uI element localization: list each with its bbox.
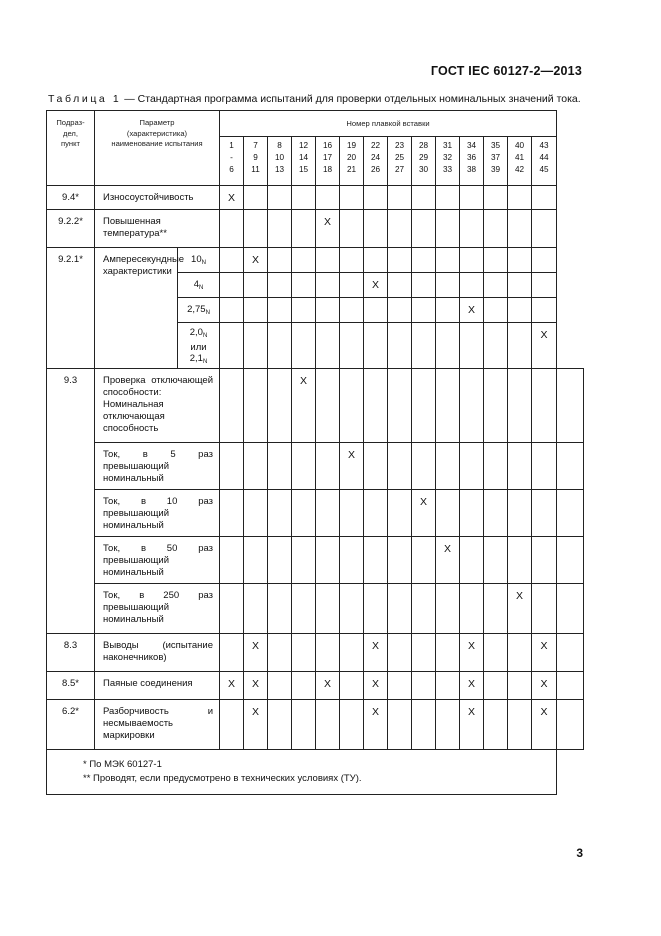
mark-cell: X: [460, 672, 484, 700]
mark-cell: X: [244, 672, 268, 700]
row-name: Разборчивость и несмываемость маркировки: [95, 700, 220, 750]
mark-cell: X: [508, 584, 532, 634]
mark-cell: X: [460, 298, 484, 323]
header-fuse-numbers: Номер плавкой вставки: [220, 111, 557, 137]
table-notes: [47, 750, 557, 795]
row-name: Повышенная температура**: [95, 210, 220, 248]
col-header: 1 - 6: [220, 137, 244, 186]
col-header: 43 44 45: [532, 137, 557, 186]
table-row: [47, 490, 584, 537]
col-header: 8 10 13: [268, 137, 292, 186]
mark-cell: X: [292, 369, 316, 443]
col-header: 22 24 26: [364, 137, 388, 186]
table-row: [47, 634, 584, 672]
note-1: * По МЭК 60127-1: [83, 759, 162, 770]
note-2: ** Проводят, если предусмотрено в технических условиях (ТУ).: [83, 773, 362, 784]
mark-cell: X: [316, 210, 340, 248]
mark-cell: X: [460, 634, 484, 672]
current-ratio-2-75: $2,75_N$: [178, 298, 220, 323]
table-row: [47, 186, 584, 210]
col-header: 28 29 30: [412, 137, 436, 186]
current-ratio-4: $4_N$: [178, 273, 220, 298]
mark-cell: X: [364, 634, 388, 672]
current-ratio-10: $10_N$: [178, 248, 220, 273]
header-parameter: Параметр (характеристика) наименование испытания: [95, 111, 220, 186]
row-name: Ток, в 250 раз превышающий номинальный: [95, 584, 220, 634]
mark-cell: X: [364, 273, 388, 298]
table-row: [47, 584, 584, 634]
col-header: 16 17 18: [316, 137, 340, 186]
table-row: [47, 248, 584, 273]
row-number: 8.5*: [47, 672, 95, 700]
mark-cell: X: [244, 634, 268, 672]
mark-cell: X: [532, 323, 557, 369]
table-row: [47, 210, 584, 248]
current-ratio-2-0: $2,0_N$ или $2,1_N$: [178, 323, 220, 369]
test-program-table: [46, 110, 584, 795]
mark-cell: X: [220, 186, 244, 210]
row-name: Выводы (испытание наконечников): [95, 634, 220, 672]
row-number: 9.2.1*: [47, 248, 95, 369]
col-header: 12 14 15: [292, 137, 316, 186]
table-caption: [48, 93, 581, 105]
row-name: Ампересекундные характеристики: [95, 248, 178, 369]
table-caption-text: — Стандартная программа испытаний для проверки отдельных номинальных значений тока.: [124, 93, 581, 105]
row-name: Паяные соединения: [95, 672, 220, 700]
table-row: [47, 700, 584, 750]
row-name: Ток, в 50 раз превышающий номинальный: [95, 537, 220, 584]
col-header: 19 20 21: [340, 137, 364, 186]
table-caption-word: Таблица 1: [48, 93, 122, 105]
mark-cell: X: [220, 672, 244, 700]
mark-cell: X: [364, 700, 388, 750]
row-number: 9.4*: [47, 186, 95, 210]
mark-cell: X: [316, 672, 340, 700]
table-row: [47, 672, 584, 700]
standard-designation: ГОСТ IEC 60127-2—2013: [430, 64, 582, 78]
mark-cell: X: [532, 634, 557, 672]
page-number: 3: [576, 846, 583, 860]
mark-cell: X: [436, 537, 460, 584]
header-row: [47, 111, 584, 137]
mark-cell: X: [340, 443, 364, 490]
table-row: [47, 537, 584, 584]
mark-cell: X: [532, 700, 557, 750]
mark-cell: X: [460, 700, 484, 750]
mark-cell: X: [532, 672, 557, 700]
table-row: [47, 443, 584, 490]
mark-cell: X: [364, 672, 388, 700]
row-name: Ток, в 10 раз превышающий номинальный: [95, 490, 220, 537]
col-header: 40 41 42: [508, 137, 532, 186]
row-number: 9.2.2*: [47, 210, 95, 248]
row-number: 9.3: [47, 369, 95, 634]
col-header: 35 37 39: [484, 137, 508, 186]
mark-cell: X: [412, 490, 436, 537]
mark-cell: X: [244, 700, 268, 750]
col-header: 31 32 33: [436, 137, 460, 186]
table-row: [47, 369, 584, 443]
row-number: 6.2*: [47, 700, 95, 750]
notes-row: [47, 750, 584, 795]
row-number: 8.3: [47, 634, 95, 672]
mark-cell: X: [244, 248, 268, 273]
row-name: Проверка отключающей способности: Номинальная отключающая способность: [95, 369, 220, 443]
header-section: Подраз- дел, пункт: [47, 111, 95, 186]
col-header: 34 36 38: [460, 137, 484, 186]
row-name: Износоустойчивость: [95, 186, 220, 210]
col-header: 23 25 27: [388, 137, 412, 186]
col-header: 7 9 11: [244, 137, 268, 186]
row-name: Ток, в 5 раз превышающий номинальный: [95, 443, 220, 490]
